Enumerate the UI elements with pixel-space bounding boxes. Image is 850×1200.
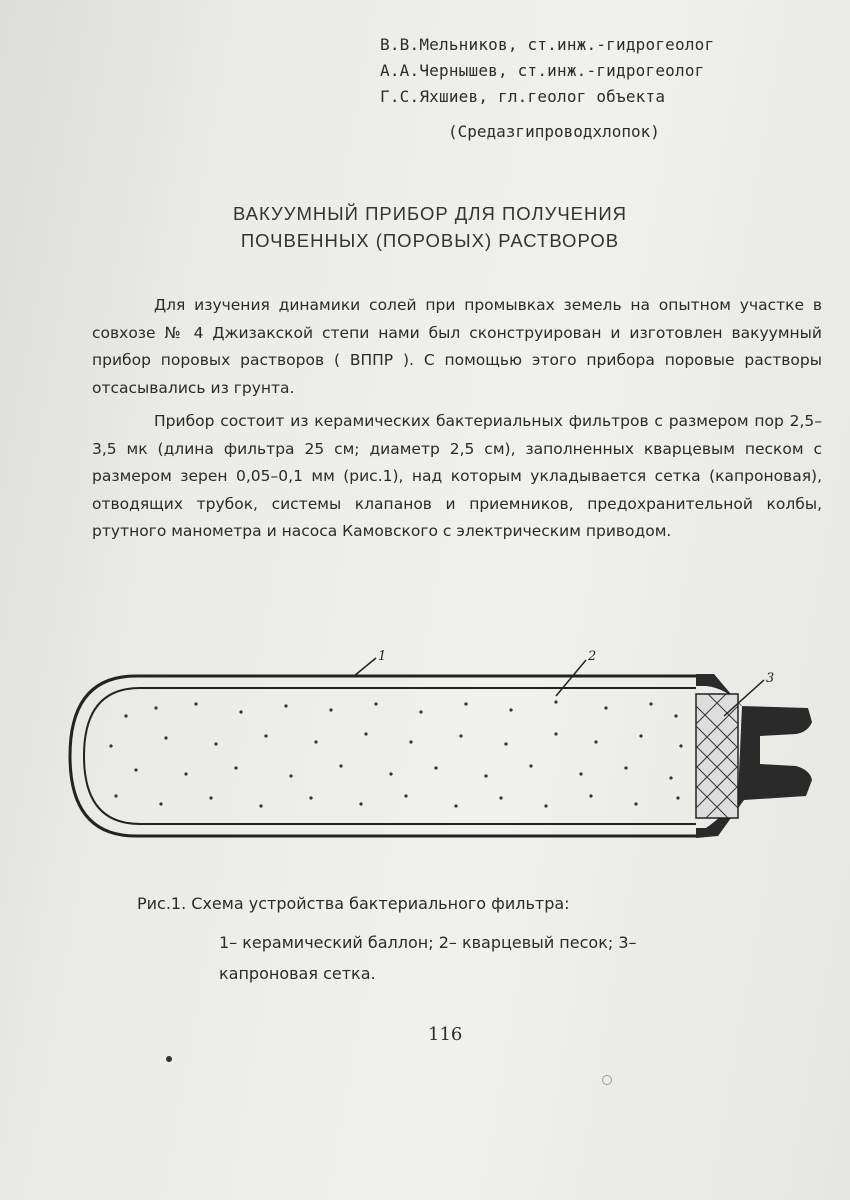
article-title bbox=[140, 200, 720, 254]
paper-mark bbox=[602, 1075, 612, 1085]
organization: (Средазгипроводхлопок) bbox=[448, 122, 660, 141]
figure-label-3: 3 bbox=[766, 671, 775, 686]
leader-line-1 bbox=[354, 658, 376, 676]
page-number: 116 bbox=[428, 1024, 463, 1045]
author-line: В.В.Мельников, ст.инж.-гидрогеолог bbox=[380, 35, 715, 54]
author-list bbox=[380, 32, 714, 110]
filter-diagram bbox=[66, 646, 826, 846]
ceramic-tube bbox=[70, 676, 696, 836]
paragraph: Прибор состоит из керамических бактериальных фильтров с размером пор 2,5–3,5 мк (длина фильтра 25 см; диаметр 2,5 см), заполненных кварцевым песком с размером зерен 0,05–0,1 мм (рис.1), над которым укладывается сетка (капроновая), отводящих трубок, системы клапанов и приемников, предохранительной колбы, ртутного манометра и насоса Камовского с электрическим приводом. bbox=[92, 412, 822, 540]
author-line: А.А.Чернышев, ст.инж.-гидрогеолог bbox=[380, 61, 705, 80]
caption-title: Рис.1. Схема устройства бактериального фильтра: bbox=[137, 894, 570, 913]
article-body bbox=[92, 292, 822, 552]
paragraph: Для изучения динамики солей при промывках земель на опытном участке в совхозе № 4 Джизакской степи нами был сконструирован и изготовлен вакуумный прибор поровых растворов ( ВППР ). С помощью этого прибора поровые растворы отсасывались из грунта. bbox=[92, 296, 822, 397]
title-line-2: ПОЧВЕННЫХ (ПОРОВЫХ) РАСТВОРОВ bbox=[240, 230, 620, 251]
figure-label-2: 2 bbox=[588, 649, 597, 664]
author-line: Г.С.Яхшиев, гл.геолог объекта bbox=[380, 87, 666, 106]
leader-line-2 bbox=[556, 660, 586, 696]
sand-boundary bbox=[84, 688, 696, 824]
ink-speck bbox=[166, 1056, 172, 1062]
figure-label-1: 1 bbox=[378, 649, 387, 664]
title-line-1: ВАКУУМНЫЙ ПРИБОР ДЛЯ ПОЛУЧЕНИЯ bbox=[232, 203, 628, 224]
caption-legend: 1– керамический баллон; 2– кварцевый песок; 3– капроновая сетка. bbox=[219, 933, 637, 983]
figure-caption bbox=[137, 888, 689, 989]
quartz-sand-dots bbox=[109, 700, 682, 807]
